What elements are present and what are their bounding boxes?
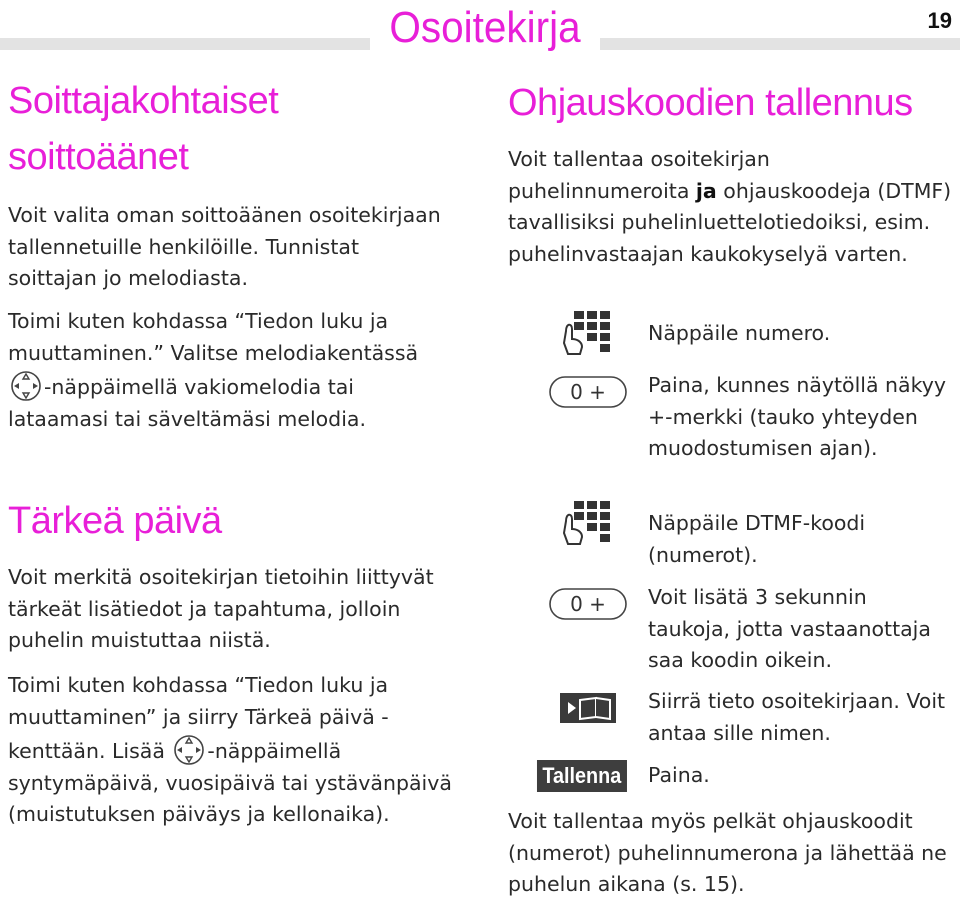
important-day-paragraph-1: Voit merkitä osoitekirjan tietoihin liittyvät tärkeät lisätiedot ja tapahtuma, jolloin puhelin muistuttaa niistä. — [8, 565, 434, 652]
section-heading-control-codes: Ohjauskoodien tallennus — [508, 82, 913, 124]
ringtones-paragraph-1: Voit valita oman soittoäänen osoitekirjaan tallennetuille henkilöille. Tunnistat soittajan jo melodiasta. — [8, 203, 441, 290]
navigation-key-icon — [9, 369, 43, 403]
ringtones-paragraph-2-start: Toimi kuten kohdassa “Tiedon luku ja muuttaminen.” Valitse melodiakentässä — [8, 309, 419, 365]
control-codes-intro-bold: ja — [695, 178, 717, 203]
ringtones-paragraph-2-end: -näppäimellä vakiomelodia tai lataamasi tai säveltämäsi melodia. — [8, 375, 366, 431]
step-4-text: Voit lisätä 3 sekunnin taukoja, jotta vastaanottaja saa koodin oikein. — [648, 585, 931, 672]
zero-plus-key-icon — [544, 584, 632, 624]
important-day-paragraph-2-end: -näppäimellä syntymäpäivä, vuosipäivä tai ystävänpäivä (muistutuksen päiväys ja kellonaika). — [8, 739, 452, 826]
step-3-text: Näppäile DTMF-koodi (numerot). — [648, 511, 866, 567]
section-heading-ringtones-line2: soittoäänet — [8, 136, 189, 178]
ringtones-paragraph-2 — [8, 306, 453, 435]
save-softkey[interactable]: Tallenna — [537, 760, 627, 792]
important-day-paragraph-2 — [8, 670, 453, 831]
step-5-text: Siirrä tieto osoitekirjaan. Voit antaa sille nimen. — [648, 689, 946, 745]
zero-plus-key-label: 0 + — [570, 380, 606, 404]
control-codes-intro-end: ohjauskoodeja (DTMF) tavallisiksi puhelinluettelotiedoiksi, esim. puhelinvastaajan kaukokyselyä varten. — [508, 178, 952, 266]
section-heading-ringtones-line1: Soittajakohtaiset — [8, 80, 279, 122]
navigation-key-icon — [172, 733, 206, 767]
control-codes-outro: Voit tallentaa myös pelkät ohjauskoodit (numerot) puhelinnumerona ja lähettää ne puhelun aikana (s. 15). — [508, 809, 947, 896]
zero-plus-key-icon — [544, 372, 632, 412]
zero-plus-key-label: 0 + — [570, 592, 606, 616]
save-to-phonebook-icon — [544, 688, 632, 728]
step-6-text: Paina. — [648, 763, 710, 787]
step-2-text: Paina, kunnes näytöllä näkyy +-merkki (tauko yhteyden muodostumisen ajan). — [648, 373, 947, 460]
softkey-container — [522, 756, 642, 796]
keypad-hand-icon — [544, 502, 632, 542]
page-title: Osoitekirja — [370, 0, 600, 56]
control-codes-intro-start: Voit tallentaa osoitekirjan puhelinnumeroita — [508, 147, 770, 203]
control-codes-intro — [508, 144, 954, 270]
step-1-text: Näppäile numero. — [648, 321, 831, 345]
section-heading-important-day: Tärkeä päivä — [8, 500, 222, 542]
important-day-paragraph-2-start: Toimi kuten kohdassa “Tiedon luku ja muuttaminen” ja siirry Tärkeä päivä -kenttään. Lisää — [8, 673, 389, 763]
page-number: 19 — [927, 8, 952, 33]
keypad-hand-icon — [544, 312, 632, 352]
